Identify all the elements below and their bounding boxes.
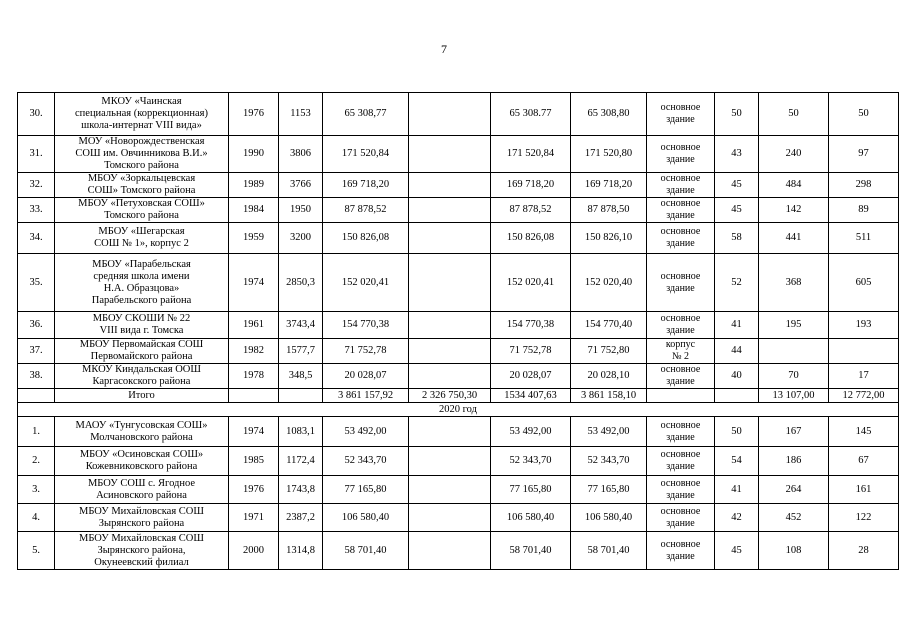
amount-check: 87 878,50 xyxy=(571,198,647,223)
row-number: 31. xyxy=(18,136,55,173)
amount-federal xyxy=(409,223,491,254)
school-name-line: Зырянского района, xyxy=(97,544,186,556)
amount-check: 65 308,80 xyxy=(571,93,647,136)
row-number: 35. xyxy=(18,254,55,312)
building-type xyxy=(647,93,715,136)
build-year: 1971 xyxy=(229,504,279,532)
school-name-line: МБОУ «Петуховская СОШ» xyxy=(78,198,205,209)
table-row xyxy=(18,447,899,476)
school-name-line: Кожевниковского района xyxy=(85,461,198,472)
pupils-count: 50 xyxy=(829,93,899,136)
amount-regional: 106 580,40 xyxy=(491,504,571,532)
build-year: 1989 xyxy=(229,173,279,198)
total-empty xyxy=(229,389,279,403)
amount-check: 71 752,80 xyxy=(571,339,647,364)
building-type-line: основное xyxy=(660,364,701,375)
school-name xyxy=(55,447,229,476)
building-type xyxy=(647,364,715,389)
amount-regional: 154 770,38 xyxy=(491,312,571,339)
amount-total: 77 165,80 xyxy=(323,476,409,504)
building-type-line: основное xyxy=(660,270,701,282)
amount-regional: 53 492,00 xyxy=(491,417,571,447)
row-number: 38. xyxy=(18,364,55,389)
building-type-line: корпус xyxy=(665,339,696,350)
building-area: 2850,3 xyxy=(279,254,323,312)
table-row xyxy=(18,173,899,198)
amount-federal xyxy=(409,447,491,476)
school-name xyxy=(55,339,229,364)
amount-total: 71 752,78 xyxy=(323,339,409,364)
building-type xyxy=(647,532,715,570)
amount-total: 150 826,08 xyxy=(323,223,409,254)
students-count: 452 xyxy=(759,504,829,532)
percent-wear: 50 xyxy=(715,417,759,447)
building-area: 1314,8 xyxy=(279,532,323,570)
building-type-line: здание xyxy=(666,114,695,125)
table-row xyxy=(18,198,899,223)
amount-check: 77 165,80 xyxy=(571,476,647,504)
percent-wear: 52 xyxy=(715,254,759,312)
school-name-line: МБОУ «Шегарская xyxy=(98,226,185,237)
table-row xyxy=(18,93,899,136)
percent-wear: 42 xyxy=(715,504,759,532)
students-count: 142 xyxy=(759,198,829,223)
school-name xyxy=(55,532,229,570)
amount-total: 20 028,07 xyxy=(323,364,409,389)
building-type-line: основное xyxy=(660,477,701,489)
amount-regional: 71 752,78 xyxy=(491,339,571,364)
school-name-line: школа-интернат VIII вида» xyxy=(81,120,202,131)
table-row xyxy=(18,254,899,312)
amount-check: 171 520,80 xyxy=(571,136,647,173)
building-type-line: здание xyxy=(666,489,695,501)
school-name-line: Асиновского района xyxy=(96,489,187,501)
build-year: 1976 xyxy=(229,93,279,136)
amount-check: 20 028,10 xyxy=(571,364,647,389)
amount-total: 52 343,70 xyxy=(323,447,409,476)
amount-regional: 171 520,84 xyxy=(491,136,571,173)
school-name xyxy=(55,198,229,223)
building-type-line: основное xyxy=(660,449,701,460)
school-name xyxy=(55,136,229,173)
percent-wear: 45 xyxy=(715,173,759,198)
building-area: 3200 xyxy=(279,223,323,254)
school-name-line: СОШ № 1», корпус 2 xyxy=(94,238,189,249)
amount-total: 154 770,38 xyxy=(323,312,409,339)
school-name-line: МБОУ Михайловская СОШ xyxy=(79,505,204,517)
amount-federal xyxy=(409,532,491,570)
building-type xyxy=(647,173,715,198)
building-area: 3743,4 xyxy=(279,312,323,339)
amount-check: 106 580,40 xyxy=(571,504,647,532)
row-number: 33. xyxy=(18,198,55,223)
total-amount-total: 3 861 157,92 xyxy=(323,389,409,403)
building-type xyxy=(647,254,715,312)
build-year: 1976 xyxy=(229,476,279,504)
school-name-line: Окунеевский филиал xyxy=(94,556,189,568)
build-year: 1959 xyxy=(229,223,279,254)
amount-federal xyxy=(409,364,491,389)
total-amount-federal: 2 326 750,30 xyxy=(409,389,491,403)
students-count: 70 xyxy=(759,364,829,389)
row-number: 37. xyxy=(18,339,55,364)
build-year: 1961 xyxy=(229,312,279,339)
school-name xyxy=(55,93,229,136)
building-type-line: основное xyxy=(660,198,701,209)
students-count: 195 xyxy=(759,312,829,339)
table-row xyxy=(18,504,899,532)
school-name-line: МАОУ «Тунгусовская СОШ» xyxy=(75,419,208,431)
total-empty xyxy=(279,389,323,403)
row-number: 32. xyxy=(18,173,55,198)
pupils-count: 89 xyxy=(829,198,899,223)
row-number: 3. xyxy=(18,476,55,504)
building-area: 348,5 xyxy=(279,364,323,389)
school-name-line: МБОУ «Парабельская xyxy=(92,258,191,270)
amount-federal xyxy=(409,93,491,136)
building-type-line: основное xyxy=(660,142,701,153)
school-name-line: средняя школа имени xyxy=(93,270,190,282)
amount-federal xyxy=(409,476,491,504)
amount-regional: 152 020,41 xyxy=(491,254,571,312)
row-number: 34. xyxy=(18,223,55,254)
table-row xyxy=(18,417,899,447)
amount-federal xyxy=(409,254,491,312)
school-name-line: МБОУ «Зоркальцевская xyxy=(87,173,196,184)
build-year: 1978 xyxy=(229,364,279,389)
pupils-count: 122 xyxy=(829,504,899,532)
students-count: 167 xyxy=(759,417,829,447)
table-row xyxy=(18,339,899,364)
amount-regional: 150 826,08 xyxy=(491,223,571,254)
building-type-line: основное xyxy=(660,313,701,324)
building-type-line: здание xyxy=(666,376,695,387)
amount-federal xyxy=(409,417,491,447)
amount-total: 171 520,84 xyxy=(323,136,409,173)
table-row xyxy=(18,136,899,173)
building-type-line: здание xyxy=(666,154,695,165)
building-area: 1577,7 xyxy=(279,339,323,364)
building-type xyxy=(647,312,715,339)
pupils-count: 67 xyxy=(829,447,899,476)
row-number: 4. xyxy=(18,504,55,532)
school-name xyxy=(55,173,229,198)
percent-wear: 41 xyxy=(715,476,759,504)
pupils-count: 193 xyxy=(829,312,899,339)
building-type-line: здание xyxy=(666,550,695,562)
school-name-line: МОУ «Новорождественская xyxy=(78,136,205,147)
building-type-line: здание xyxy=(666,517,695,529)
school-name-line: МБОУ «Осиновская СОШ» xyxy=(79,449,204,460)
amount-regional: 20 028,07 xyxy=(491,364,571,389)
students-count: 50 xyxy=(759,93,829,136)
pupils-count: 298 xyxy=(829,173,899,198)
total-empty xyxy=(18,389,55,403)
amount-check: 150 826,10 xyxy=(571,223,647,254)
total-empty xyxy=(647,389,715,403)
building-type xyxy=(647,447,715,476)
building-area: 1083,1 xyxy=(279,417,323,447)
build-year: 1990 xyxy=(229,136,279,173)
amount-federal xyxy=(409,198,491,223)
total-label: Итого xyxy=(55,389,229,403)
amount-check: 154 770,40 xyxy=(571,312,647,339)
amount-regional: 87 878,52 xyxy=(491,198,571,223)
building-type-line: здание xyxy=(666,238,695,249)
amount-total: 87 878,52 xyxy=(323,198,409,223)
table-row xyxy=(18,364,899,389)
students-count: 441 xyxy=(759,223,829,254)
students-count: 240 xyxy=(759,136,829,173)
amount-total: 169 718,20 xyxy=(323,173,409,198)
building-type-line: основное xyxy=(660,226,701,237)
building-type xyxy=(647,504,715,532)
school-name-line: VIII вида г. Томска xyxy=(99,325,184,336)
amount-check: 53 492,00 xyxy=(571,417,647,447)
pupils-count: 145 xyxy=(829,417,899,447)
amount-total: 152 020,41 xyxy=(323,254,409,312)
school-name-line: Молчановского района xyxy=(90,431,193,443)
row-number: 36. xyxy=(18,312,55,339)
building-area: 1743,8 xyxy=(279,476,323,504)
school-name-line: МБОУ СКОШИ № 22 xyxy=(92,313,191,324)
page-number: 7 xyxy=(441,42,447,56)
amount-federal xyxy=(409,339,491,364)
percent-wear: 44 xyxy=(715,339,759,364)
table-row xyxy=(18,312,899,339)
amount-check: 58 701,40 xyxy=(571,532,647,570)
section-row xyxy=(18,403,899,417)
school-name-line: Н.А. Образцова» xyxy=(103,282,180,294)
build-year: 1974 xyxy=(229,417,279,447)
school-name-line: Каргасокского района xyxy=(92,376,191,387)
table-row xyxy=(18,476,899,504)
building-area: 1153 xyxy=(279,93,323,136)
building-area: 1950 xyxy=(279,198,323,223)
school-name-line: МБОУ Первомайская СОШ xyxy=(79,339,204,350)
school-name xyxy=(55,417,229,447)
students-count xyxy=(759,339,829,364)
school-name xyxy=(55,476,229,504)
build-year: 1982 xyxy=(229,339,279,364)
building-type-line: № 2 xyxy=(671,351,690,362)
amount-check: 169 718,20 xyxy=(571,173,647,198)
amount-total: 58 701,40 xyxy=(323,532,409,570)
building-type-line: здание xyxy=(666,185,695,196)
building-type-line: здание xyxy=(666,431,695,443)
percent-wear: 45 xyxy=(715,198,759,223)
build-year: 1974 xyxy=(229,254,279,312)
school-name-line: СОШ им. Овчинникова В.И.» xyxy=(75,148,208,159)
students-count: 186 xyxy=(759,447,829,476)
students-count: 264 xyxy=(759,476,829,504)
building-type-line: здание xyxy=(666,282,695,294)
school-name-line: МБОУ Михайловская СОШ xyxy=(79,532,204,544)
row-number: 1. xyxy=(18,417,55,447)
amount-regional: 169 718,20 xyxy=(491,173,571,198)
building-type xyxy=(647,136,715,173)
build-year: 1985 xyxy=(229,447,279,476)
building-type xyxy=(647,476,715,504)
row-number: 2. xyxy=(18,447,55,476)
total-empty xyxy=(715,389,759,403)
amount-total: 106 580,40 xyxy=(323,504,409,532)
amount-check: 152 020,40 xyxy=(571,254,647,312)
school-name-line: МКОУ Киндальская ООШ xyxy=(82,364,201,375)
amount-federal xyxy=(409,504,491,532)
school-name-line: Зырянского района xyxy=(98,517,185,529)
build-year: 2000 xyxy=(229,532,279,570)
row-number: 5. xyxy=(18,532,55,570)
amount-federal xyxy=(409,312,491,339)
percent-wear: 50 xyxy=(715,93,759,136)
table-row xyxy=(18,223,899,254)
amount-federal xyxy=(409,136,491,173)
school-name-line: МКОУ «Чаинская xyxy=(101,96,182,107)
school-name-line: МБОУ СОШ с. Ягодное xyxy=(87,477,196,489)
school-name-line: СОШ» Томского района xyxy=(87,185,196,196)
total-row xyxy=(18,389,899,403)
school-name xyxy=(55,504,229,532)
students-count: 484 xyxy=(759,173,829,198)
school-name xyxy=(55,223,229,254)
percent-wear: 41 xyxy=(715,312,759,339)
pupils-count: 161 xyxy=(829,476,899,504)
amount-check: 52 343,70 xyxy=(571,447,647,476)
amount-regional: 52 343,70 xyxy=(491,447,571,476)
building-type xyxy=(647,223,715,254)
building-type-line: основное xyxy=(660,538,701,550)
building-type xyxy=(647,339,715,364)
building-area: 3806 xyxy=(279,136,323,173)
section-title: 2020 год xyxy=(18,403,899,417)
school-name-line: Парабельского района xyxy=(91,294,192,306)
building-type-line: здание xyxy=(666,325,695,336)
building-type-line: основное xyxy=(660,173,701,184)
pupils-count: 17 xyxy=(829,364,899,389)
building-type-line: здание xyxy=(666,461,695,472)
building-type xyxy=(647,417,715,447)
percent-wear: 40 xyxy=(715,364,759,389)
school-name xyxy=(55,364,229,389)
percent-wear: 58 xyxy=(715,223,759,254)
total-amount-regional: 1534 407,63 xyxy=(491,389,571,403)
school-name xyxy=(55,312,229,339)
pupils-count xyxy=(829,339,899,364)
school-name-line: Томского района xyxy=(104,210,179,221)
students-count: 368 xyxy=(759,254,829,312)
building-area: 2387,2 xyxy=(279,504,323,532)
total-amount-check: 3 861 158,10 xyxy=(571,389,647,403)
school-name xyxy=(55,254,229,312)
building-area: 1172,4 xyxy=(279,447,323,476)
school-name-line: Томского района xyxy=(104,160,179,171)
total-pupils: 12 772,00 xyxy=(829,389,899,403)
percent-wear: 43 xyxy=(715,136,759,173)
building-area: 3766 xyxy=(279,173,323,198)
students-count: 108 xyxy=(759,532,829,570)
building-type xyxy=(647,198,715,223)
schools-table xyxy=(17,92,899,570)
school-name-line: Первомайского района xyxy=(90,351,193,362)
amount-regional: 77 165,80 xyxy=(491,476,571,504)
pupils-count: 511 xyxy=(829,223,899,254)
pupils-count: 605 xyxy=(829,254,899,312)
table-row xyxy=(18,532,899,570)
percent-wear: 45 xyxy=(715,532,759,570)
school-name-line: специальная (коррекционная) xyxy=(75,108,208,119)
total-students: 13 107,00 xyxy=(759,389,829,403)
amount-total: 65 308,77 xyxy=(323,93,409,136)
pupils-count: 97 xyxy=(829,136,899,173)
building-type-line: основное xyxy=(660,419,701,431)
build-year: 1984 xyxy=(229,198,279,223)
amount-total: 53 492,00 xyxy=(323,417,409,447)
building-type-line: здание xyxy=(666,210,695,221)
amount-federal xyxy=(409,173,491,198)
pupils-count: 28 xyxy=(829,532,899,570)
building-type-line: основное xyxy=(660,505,701,517)
amount-regional: 58 701,40 xyxy=(491,532,571,570)
percent-wear: 54 xyxy=(715,447,759,476)
amount-regional: 65 308.77 xyxy=(491,93,571,136)
building-type-line: основное xyxy=(660,102,701,113)
row-number: 30. xyxy=(18,93,55,136)
